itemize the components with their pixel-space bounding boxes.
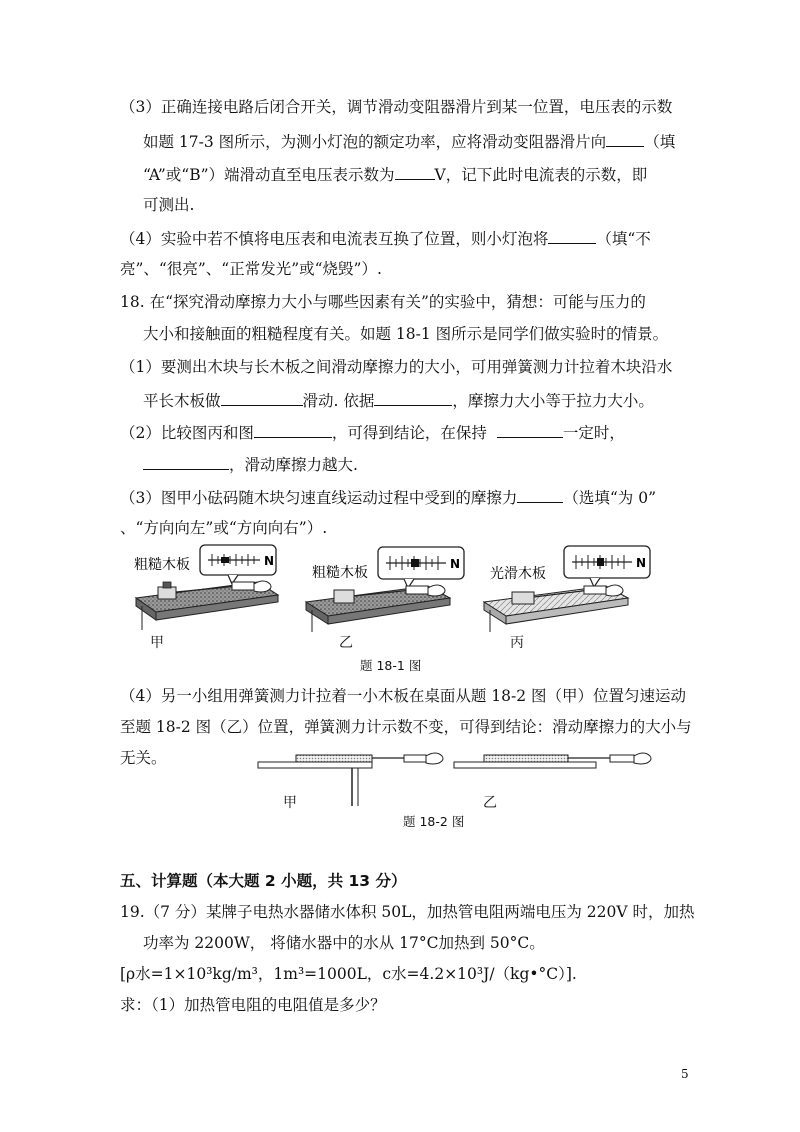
q17-p3-line1: （3）正确连接电路后闭合开关，调节滑动变阻器滑片到某一位置，电压表的示数 — [120, 98, 673, 116]
q19-line2: 功率为 2200W， 将储水器中的水从 17°C加热到 50°C。 — [143, 934, 545, 952]
q17-p3-text-a: 如题 17-3 图所示，为测小灯泡的额定功率，应将滑动变阻器滑片向 — [143, 133, 607, 151]
q18-p2-text-d: ，滑动摩擦力越大. — [229, 456, 358, 474]
fig2-label-yi: 乙 — [483, 795, 497, 811]
q17-p3-line3 — [143, 163, 647, 185]
answer-blank[interactable] — [374, 389, 452, 406]
q17-p3-text-b: （填 — [644, 133, 676, 151]
panel-bing — [484, 546, 650, 632]
q18-intro-line1: 18. 在“探究滑动摩擦力大小与哪些因素有关”的实验中，猜想：可能与压力的 — [120, 293, 646, 311]
page-number: 5 — [681, 1067, 689, 1081]
section-heading: 五、计算题（本大题 2 小题，共 13 分） — [120, 872, 407, 890]
newton-unit: N — [636, 556, 647, 570]
q18-p2-text-a: （2）比较图丙和图 — [120, 424, 254, 442]
answer-blank[interactable] — [548, 227, 596, 244]
panel-jia — [134, 545, 278, 630]
newton-unit: N — [450, 557, 461, 571]
surface-label: 光滑木板 — [490, 566, 546, 582]
q18-p4-line3: 无关。 — [120, 749, 167, 767]
figure-18-1-caption: 题 18-1 图 — [360, 658, 422, 673]
answer-blank[interactable] — [517, 486, 563, 503]
answer-blank[interactable] — [143, 453, 229, 470]
q18-p1-text-a: 平长木板做 — [143, 392, 221, 410]
q17-p3-text-c: “A”或“B”）端滑动直至电压表示数为 — [143, 166, 395, 184]
fig2-yi — [454, 753, 651, 768]
figure-18-2 — [254, 748, 674, 808]
q18-p1-line1: （1）要测出木块与长木板之间滑动摩擦力的大小，可用弹簧测力计拉着木块沿水 — [120, 358, 673, 376]
q18-p4-line2: 至题 18-2 图（乙）位置，弹簧测力计示数不变，可得到结论：滑动摩擦力的大小与 — [120, 718, 692, 736]
fig2-label-jia: 甲 — [283, 795, 297, 811]
q19-line1: 19.（7 分）某牌子电热水器储水体积 50L，加热管电阻两端电压为 220V 时，加热 — [120, 903, 695, 921]
panel-label-yi: 乙 — [339, 635, 353, 651]
answer-blank[interactable] — [254, 421, 332, 438]
q18-intro-line2: 大小和接触面的粗糙程度有关。如题 18-1 图所示是同学们做实验时的情景。 — [143, 325, 669, 343]
answer-blank[interactable] — [221, 389, 303, 406]
q17-p4-line1 — [120, 227, 651, 249]
figure-18-1 — [128, 540, 708, 650]
surface-label: 粗糙木板 — [134, 557, 190, 573]
q18-p2-line1 — [120, 421, 625, 443]
panel-label-bing: 丙 — [510, 635, 524, 651]
q18-p1-text-b: 滑动. 依据 — [302, 392, 375, 410]
q18-p3-line1 — [120, 486, 656, 508]
q17-p4-text-a: （4）实验中若不慎将电压表和电流表互换了位置，则小灯泡将 — [120, 230, 549, 248]
answer-blank[interactable] — [497, 421, 563, 438]
answer-blank[interactable] — [395, 163, 435, 180]
q18-p3-text-a: （3）图甲小砝码随木块匀速直线运动过程中受到的摩擦力 — [120, 489, 518, 507]
answer-blank[interactable] — [606, 130, 644, 147]
q18-p2-text-b: ，可得到结论，在保持 — [331, 424, 487, 442]
q18-p1-line2 — [143, 389, 654, 411]
q17-p4-text-b: （填“不 — [596, 230, 651, 248]
q18-p1-text-c: ，摩擦力大小等于拉力大小。 — [452, 392, 654, 410]
q17-p3-line4: 可测出. — [143, 196, 195, 214]
panel-label-jia: 甲 — [150, 635, 164, 651]
q17-p3-line2 — [143, 130, 675, 152]
q19-line4: 求：（1）加热管电阻的电阻值是多少？ — [120, 996, 386, 1014]
q18-p2-line2 — [143, 453, 358, 475]
q18-p4-line1: （4）另一小组用弹簧测力计拉着一小木板在桌面从题 18-2 图（甲）位置匀速运动 — [120, 687, 687, 705]
surface-label: 粗糙木板 — [312, 565, 368, 581]
q18-p2-text-c: 一定时， — [562, 424, 625, 442]
q17-p3-text-d: V，记下此时电流表的示数，即 — [434, 166, 648, 184]
q18-p3-line2: 、“方向向左”或“方向向右”）. — [120, 519, 328, 537]
panel-yi — [306, 547, 464, 632]
figure-18-2-caption: 题 18-2 图 — [403, 814, 465, 829]
q17-p4-line2: 亮”、“很亮”、“正常发光”或“烧毁”）. — [120, 260, 382, 278]
q18-p3-text-b: （选填“为 0” — [563, 489, 657, 507]
newton-unit: N — [264, 554, 275, 568]
q19-line3: [ρ水=1×10³kg/m³，1m³=1000L，c水=4.2×10³J/（kg•°C）]. — [120, 965, 577, 983]
